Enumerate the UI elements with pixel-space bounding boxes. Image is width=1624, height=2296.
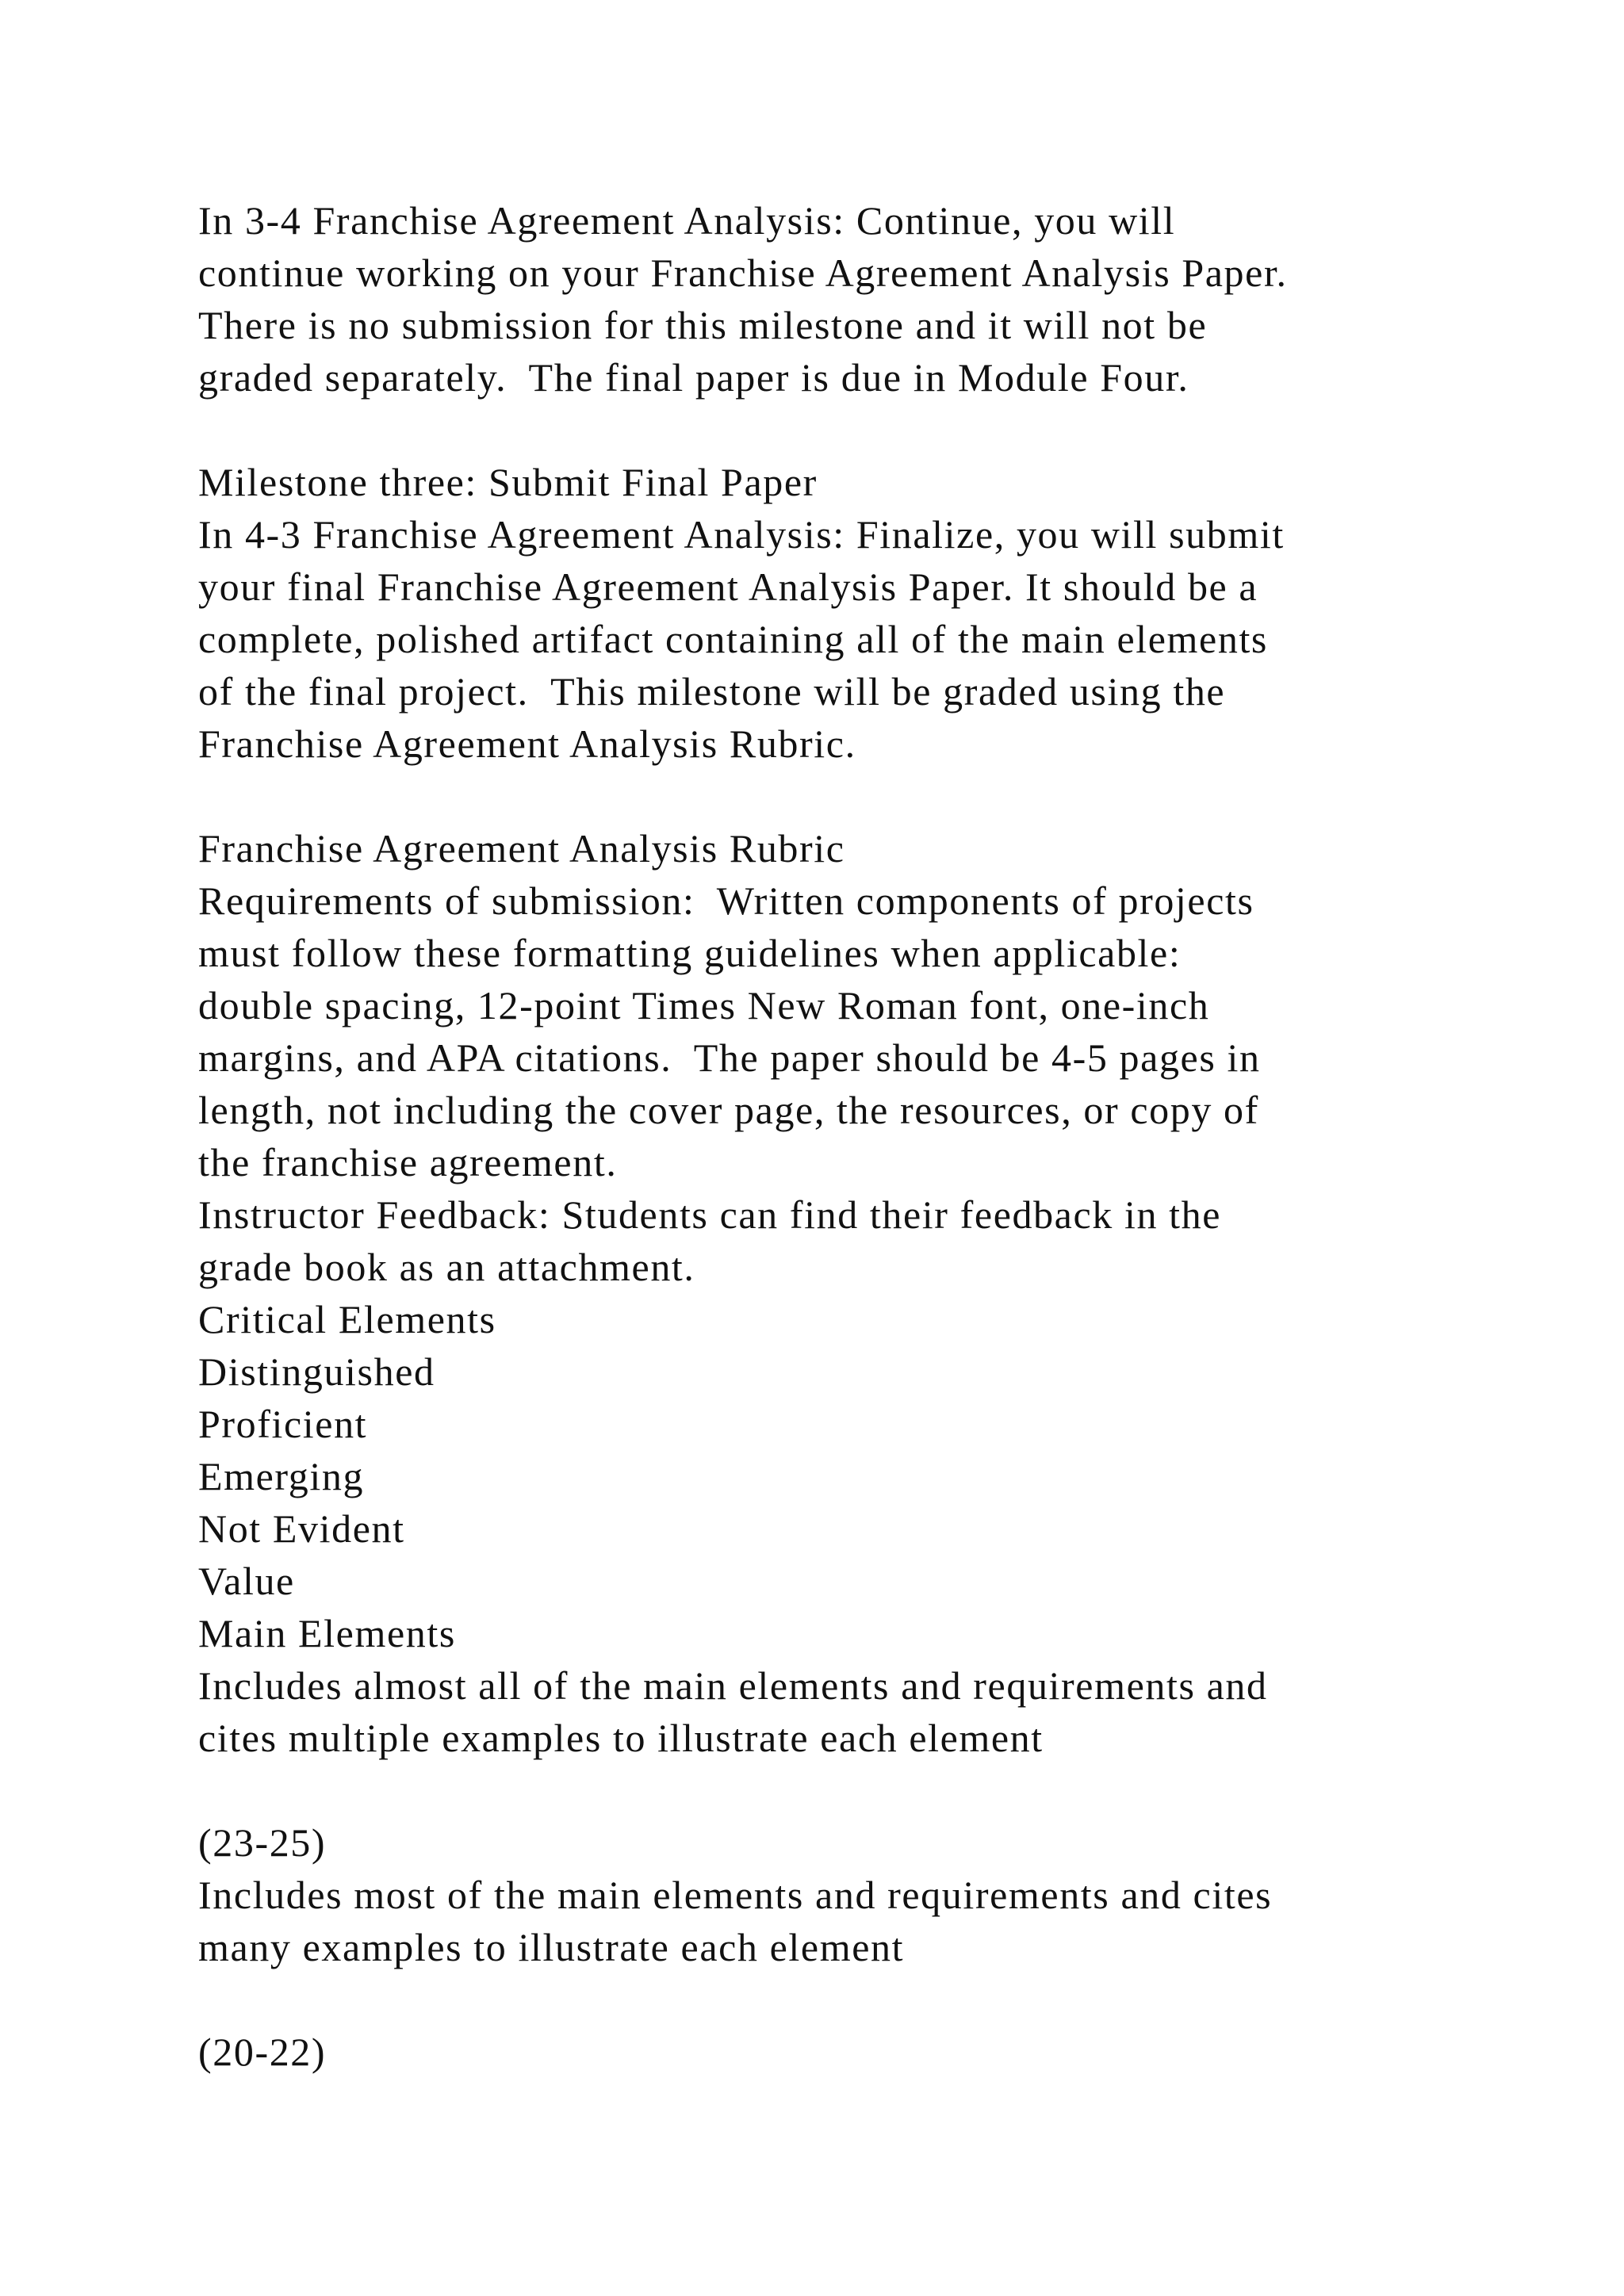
text-line: grade book as an attachment. <box>198 1245 695 1289</box>
text-line: In 3-4 Franchise Agreement Analysis: Continue, you will <box>198 198 1176 243</box>
text-line: Franchise Agreement Analysis Rubric. <box>198 721 856 766</box>
text-line: double spacing, 12-point Times New Roman font, one-inch <box>198 983 1210 1027</box>
rubric-header-distinguished: Distinguished <box>198 1349 435 1394</box>
text-line: must follow these formatting guidelines when applicable: <box>198 931 1182 975</box>
text-line: There is no submission for this milestone and it will not be <box>198 303 1208 347</box>
section-heading-rubric: Franchise Agreement Analysis Rubric <box>198 826 845 871</box>
text-line: Includes most of the main elements and requirements and cites <box>198 1873 1273 1917</box>
text-line: In 4-3 Franchise Agreement Analysis: Finalize, you will submit <box>198 512 1285 557</box>
text-line: complete, polished artifact containing all of the main elements <box>198 617 1268 661</box>
text-line: many examples to illustrate each element <box>198 1925 905 1969</box>
text-line: continue working on your Franchise Agreement Analysis Paper. <box>198 251 1288 295</box>
rubric-header-emerging: Emerging <box>198 1454 365 1498</box>
text-line: Instructor Feedback: Students can find their feedback in the <box>198 1192 1222 1237</box>
rubric-row-main-elements: Main Elements <box>198 1611 456 1655</box>
blank-line <box>198 404 1546 456</box>
text-line: your final Franchise Agreement Analysis Paper. It should be a <box>198 564 1258 609</box>
text-line: graded separately. The final paper is due in Module Four. <box>198 355 1189 400</box>
text-line: Requirements of submission: Written components of projects <box>198 878 1254 923</box>
document-body <box>198 194 1546 2078</box>
blank-line <box>198 770 1546 822</box>
score-range: (23-25) <box>198 1820 327 1865</box>
text-line: cites multiple examples to illustrate each element <box>198 1716 1044 1760</box>
text-line: Includes almost all of the main elements and requirements and <box>198 1663 1268 1708</box>
score-range: (20-22) <box>198 2030 327 2074</box>
blank-line <box>198 1764 1546 1816</box>
text-line: the franchise agreement. <box>198 1140 618 1184</box>
rubric-header-not-evident: Not Evident <box>198 1506 405 1551</box>
text-line: margins, and APA citations. The paper should be 4-5 pages in <box>198 1035 1261 1080</box>
text-line: length, not including the cover page, the resources, or copy of <box>198 1088 1259 1132</box>
rubric-header-critical-elements: Critical Elements <box>198 1297 496 1341</box>
rubric-header-value: Value <box>198 1559 295 1603</box>
rubric-header-proficient: Proficient <box>198 1402 368 1446</box>
text-line: of the final project. This milestone will be graded using the <box>198 669 1226 714</box>
section-heading-milestone-three: Milestone three: Submit Final Paper <box>198 460 818 504</box>
blank-line <box>198 1973 1546 2026</box>
